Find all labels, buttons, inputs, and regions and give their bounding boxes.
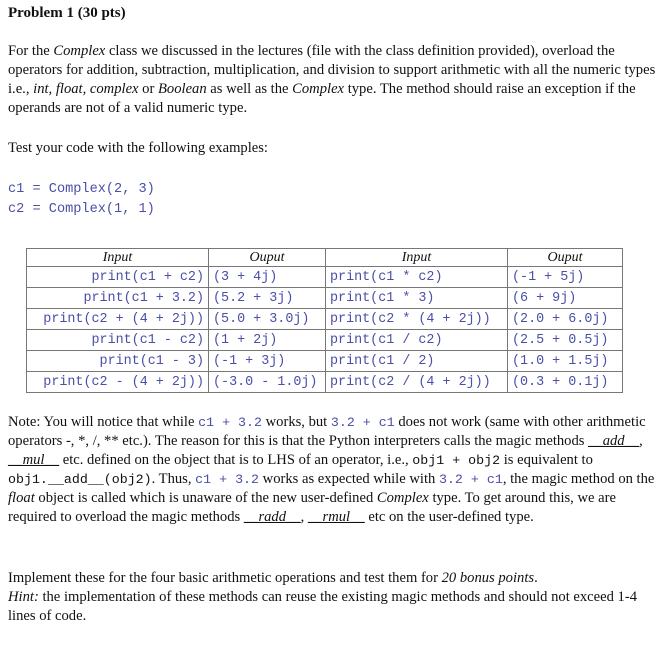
- implement-text: Implement these for the four basic arithmetic operations and test them for: [8, 570, 442, 586]
- intro-complex: Complex: [292, 81, 345, 97]
- inline-code: c1 + 3.2: [198, 415, 262, 430]
- table-cell: (-1 + 5j): [508, 267, 623, 288]
- intro-complex: Complex: [53, 43, 106, 59]
- table-row: [27, 372, 623, 393]
- complex-word: Complex: [376, 490, 429, 506]
- table-cell: print(c1 + 3.2): [27, 288, 209, 309]
- implement-text: .: [534, 570, 538, 586]
- table-cell: (3 + 4j): [209, 267, 326, 288]
- magic-add: __add__: [588, 433, 640, 449]
- table-cell: print(c1 + c2): [27, 267, 209, 288]
- intro-text: For the: [8, 43, 54, 59]
- hint-label: Hint:: [8, 589, 39, 605]
- intro-text: type. The method should raise an exception if the operands are not of a valid numeric type.: [8, 81, 636, 116]
- table-cell: (2.5 + 0.5j): [508, 330, 623, 351]
- note-text: . Thus,: [151, 471, 196, 487]
- note-text: works as expected while with: [259, 471, 439, 487]
- bonus-points: 20 bonus points: [441, 570, 535, 586]
- table-cell: (1 + 2j): [209, 330, 326, 351]
- table-cell: print(c2 + (4 + 2j)): [27, 309, 209, 330]
- note-text: etc on the user-defined type.: [364, 509, 534, 525]
- intro-text: or: [138, 81, 158, 97]
- table-cell: print(c2 * (4 + 2j)): [326, 309, 508, 330]
- note-text: is equivalent to: [500, 452, 593, 468]
- header-output: Ouput: [209, 249, 326, 267]
- inline-code: c1 + 3.2: [195, 472, 260, 487]
- code-block: [8, 180, 155, 220]
- magic-radd: __radd__: [243, 509, 301, 525]
- inline-code: 3.2 + c1: [330, 415, 395, 430]
- intro-boolean: Boolean: [158, 81, 207, 97]
- table-cell: print(c1 / 2): [326, 351, 508, 372]
- table-row: [27, 351, 623, 372]
- test-instruction: Test your code with the following examples:: [8, 140, 268, 156]
- note-text: type. To get around this, we are required to overload the magic methods: [8, 490, 616, 525]
- table-cell: print(c1 - c2): [27, 330, 209, 351]
- table-cell: (-3.0 - 1.0j): [209, 372, 326, 393]
- code-line: c2 = Complex(1, 1): [8, 202, 155, 217]
- intro-text: class we discussed in the lectures (file with the class definition provided), overload the operators for addition, subtraction, multiplication, and division to support arithmetic with all the numeric types i.e.,: [8, 43, 656, 97]
- hint-text: the implementation of these methods can reuse the existing magic methods and should not exceed 1-4 lines of code.: [8, 589, 637, 624]
- code-line: c1 = Complex(2, 3): [8, 182, 155, 197]
- table-row: [27, 288, 623, 309]
- note-text: ,: [639, 433, 643, 449]
- intro-paragraph: [8, 42, 660, 118]
- header-input: Input: [326, 249, 508, 267]
- note-text: Note: You will notice that while: [8, 414, 199, 430]
- table-row: [27, 330, 623, 351]
- table-cell: print(c2 / (4 + 2j)): [326, 372, 508, 393]
- float-word: float: [8, 490, 35, 506]
- note-text: does not work (same with other arithmetic operators -, *, /, ** etc.). The reason for this is that the Python interpreters calls the magic methods: [8, 414, 646, 449]
- table-cell: (2.0 + 6.0j): [508, 309, 623, 330]
- table-row: [27, 309, 623, 330]
- hint-line: [8, 588, 660, 626]
- magic-mul: __mul__: [8, 452, 60, 468]
- table-cell: print(c2 - (4 + 2j)): [27, 372, 209, 393]
- note-text: etc. defined on the object that is to LHS of an operator, i.e.,: [59, 452, 413, 468]
- table-cell: print(c1 * 3): [326, 288, 508, 309]
- note-text: ,: [300, 509, 308, 525]
- inline-code: obj1.__add__(obj2): [8, 472, 152, 487]
- table-cell: print(c1 / c2): [326, 330, 508, 351]
- table-cell: (5.2 + 3j): [209, 288, 326, 309]
- table-cell: print(c1 - 3): [27, 351, 209, 372]
- implement-paragraph: [8, 569, 660, 626]
- table-cell: (5.0 + 3.0j): [209, 309, 326, 330]
- table-cell: (0.3 + 0.1j): [508, 372, 623, 393]
- note-text: works, but: [261, 414, 331, 430]
- note-text: , the magic method on the: [502, 471, 655, 487]
- header-output: Ouput: [508, 249, 623, 267]
- table-cell: print(c1 * c2): [326, 267, 508, 288]
- table-cell: (-1 + 3j): [209, 351, 326, 372]
- intro-text: as well as the: [206, 81, 293, 97]
- table-row: [27, 267, 623, 288]
- note-text: object is called which is unaware of the new user-defined: [34, 490, 377, 506]
- inline-code: 3.2 + c1: [438, 472, 503, 487]
- intro-types: int, float, complex: [33, 81, 139, 97]
- examples-table: [26, 248, 623, 393]
- magic-rmul: __rmul__: [307, 509, 365, 525]
- table-header-row: [27, 249, 623, 267]
- header-input: Input: [27, 249, 209, 267]
- problem-title: Problem 1 (30 pts): [8, 5, 126, 21]
- note-paragraph: [8, 413, 660, 527]
- inline-code: obj1 + obj2: [412, 453, 501, 468]
- table-cell: (1.0 + 1.5j): [508, 351, 623, 372]
- table-cell: (6 + 9j): [508, 288, 623, 309]
- implement-line: [8, 569, 660, 588]
